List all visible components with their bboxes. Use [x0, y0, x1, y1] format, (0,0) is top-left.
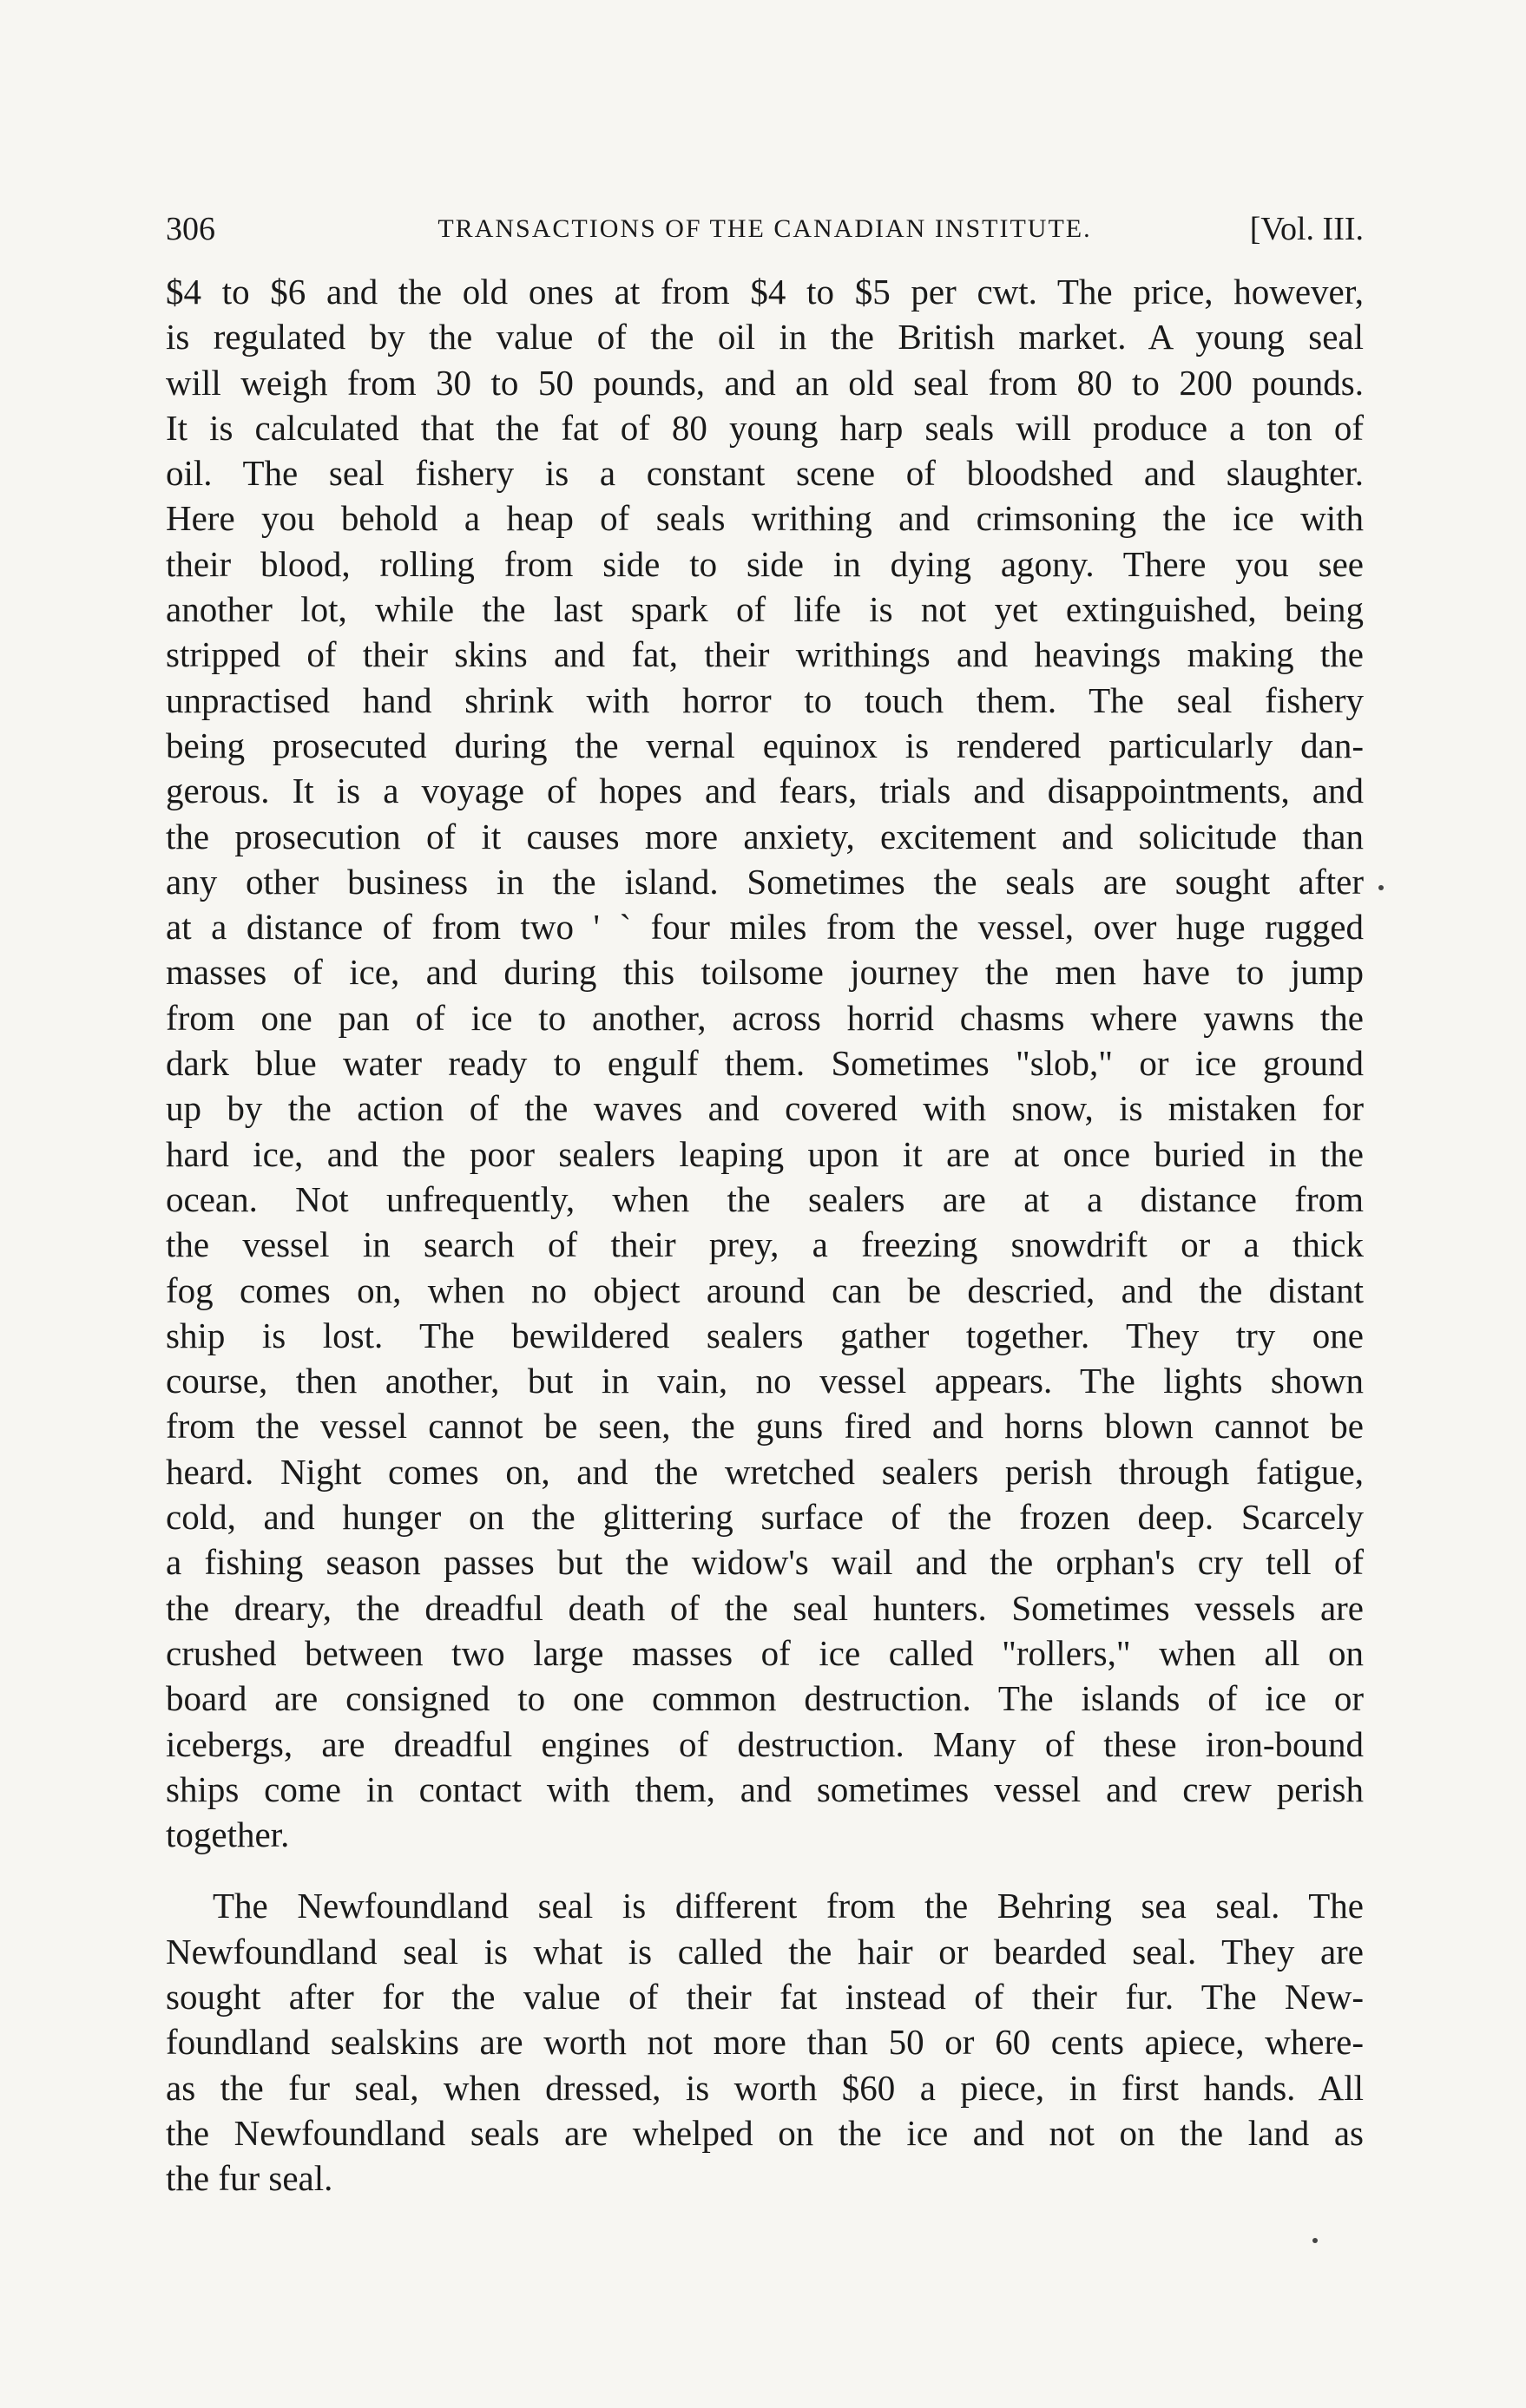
text-line: stripped of their skins and fat, their writhings and heavings making the: [166, 634, 1364, 675]
text-line: board are consigned to one common destruction. The islands of ice or: [166, 1678, 1364, 1719]
paragraph-2: [166, 1883, 1364, 2201]
running-title: TRANSACTIONS OF THE CANADIAN INSTITUTE.: [437, 214, 1092, 243]
text-line: any other business in the island. Sometimes the seals are sought after: [166, 861, 1364, 902]
text-line: unpractised hand shrink with horror to touch them. The seal fishery: [166, 679, 1364, 720]
text-line: fog comes on, when no object around can be descried, and the distant: [166, 1270, 1364, 1310]
text-line: from one pan of ice to another, across horrid chasms where yawns the: [166, 997, 1364, 1038]
text-line: as the fur seal, when dressed, is worth $60 a piece, in first hands. All: [166, 2067, 1364, 2108]
stray-mark: [1378, 885, 1384, 890]
text-line: up by the action of the waves and covered with snow, is mistaken for: [166, 1088, 1364, 1129]
page-header: [166, 205, 1364, 253]
text-line: from the vessel cannot be seen, the guns fired and horns blown cannot be: [166, 1406, 1364, 1447]
text-line: masses of ice, and during this toilsome journey the men have to jump: [166, 952, 1364, 993]
text-line: the vessel in search of their prey, a freezing snowdrift or a thick: [166, 1224, 1364, 1265]
text-line: sought after for the value of their fat instead of their fur. The New-: [166, 1976, 1364, 2017]
text-line: the dreary, the dreadful death of the seal hunters. Sometimes vessels are: [166, 1587, 1364, 1628]
text-line: oil. The seal fishery is a constant scene of bloodshed and slaughter.: [166, 453, 1364, 494]
text-line: Here you behold a heap of seals writhing and crimsoning the ice with: [166, 498, 1364, 539]
text-line: cold, and hunger on the glittering surface of the frozen deep. Scarcely: [166, 1497, 1364, 1538]
text-line: gerous. It is a voyage of hopes and fears, trials and disappointments, and: [166, 771, 1364, 811]
text-line: will weigh from 30 to 50 pounds, and an old seal from 80 to 200 pounds.: [166, 362, 1364, 403]
text-line: their blood, rolling from side to side in dying agony. There you see: [166, 543, 1364, 584]
paragraph-gap: [166, 1857, 1364, 1883]
text-line: the fur seal.: [166, 2158, 333, 2199]
text-line: being prosecuted during the vernal equinox is rendered particularly dan-: [166, 725, 1364, 765]
text-line: ships come in contact with them, and sometimes vessel and crew perish: [166, 1768, 1364, 1809]
text-line: heard. Night comes on, and the wretched sealers perish through fatigue,: [166, 1451, 1364, 1492]
volume-label: [Vol. III.: [1249, 211, 1364, 247]
text-line: together.: [166, 1814, 290, 1855]
text-line: at a distance of from two ' ` four miles from the vessel, over huge rugged: [166, 907, 1364, 948]
text-line: is regulated by the value of the oil in the British market. A young seal: [166, 317, 1364, 358]
text-line: ship is lost. The bewildered sealers gather together. They try one: [166, 1315, 1364, 1355]
text-line: hard ice, and the poor sealers leaping upon it are at once buried in the: [166, 1133, 1364, 1174]
text-line: The Newfoundland seal is different from the Behring sea seal. The: [213, 1886, 1364, 1926]
paragraph-1: [166, 269, 1364, 1857]
text-line: dark blue water ready to engulf them. Sometimes "slob," or ice ground: [166, 1043, 1364, 1084]
stray-mark: [1312, 2238, 1318, 2243]
text-line: a fishing season passes but the widow's wail and the orphan's cry tell of: [166, 1542, 1364, 1583]
text-line: the prosecution of it causes more anxiety, excitement and solicitude than: [166, 816, 1364, 856]
body-text: [166, 269, 1364, 2201]
text-line: course, then another, but in vain, no vessel appears. The lights shown: [166, 1361, 1364, 1401]
text-line: foundland sealskins are worth not more than 50 or 60 cents apiece, where-: [166, 2022, 1364, 2063]
text-line: crushed between two large masses of ice called "rollers," when all on: [166, 1632, 1364, 1673]
text-line: It is calculated that the fat of 80 young harp seals will produce a ton of: [166, 407, 1364, 448]
text-line: another lot, while the last spark of life is not yet extinguished, being: [166, 589, 1364, 630]
text-line: Newfoundland seal is what is called the hair or bearded seal. They are: [166, 1931, 1364, 1972]
text-line: ocean. Not unfrequently, when the sealers are at a distance from: [166, 1178, 1364, 1219]
text-line: the Newfoundland seals are whelped on the ice and not on the land as: [166, 2112, 1364, 2153]
page-number: 306: [166, 211, 215, 247]
text-line: icebergs, are dreadful engines of destruction. Many of these iron-bound: [166, 1723, 1364, 1764]
text-line: $4 to $6 and the old ones at from $4 to $5 per cwt. The price, however,: [166, 272, 1364, 312]
